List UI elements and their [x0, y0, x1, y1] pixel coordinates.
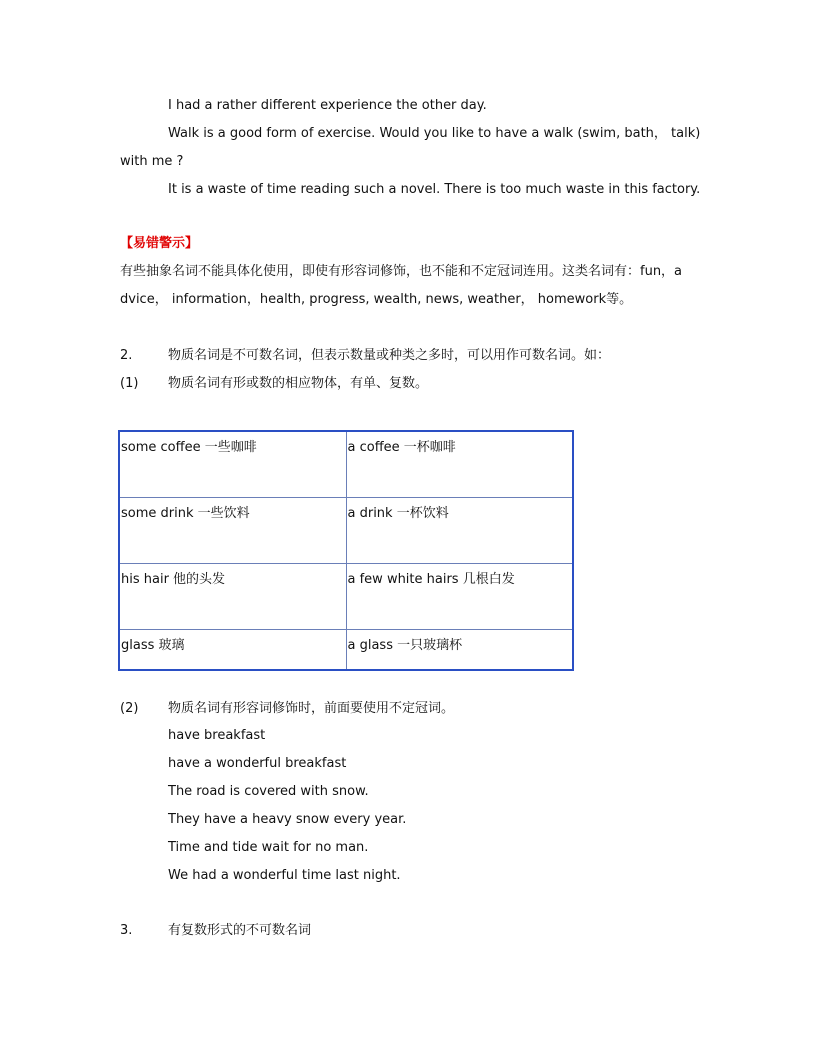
table-cell: his hair 他的头发 — [119, 564, 346, 630]
subsection-2-example: The road is covered with snow. — [168, 784, 369, 799]
warning-heading: 【易错警示】 — [120, 236, 199, 251]
subsection-2-example: They have a heavy snow every year. — [168, 812, 407, 827]
section-2-text: 物质名词是不可数名词，但表示数量或种类之多时，可以用作可数名词。如： — [168, 348, 611, 363]
warning-text-line-1: 有些抽象名词不能具体化使用，即使有形容词修饰，也不能和不定冠词连用。这类名词有：fun，a — [120, 264, 683, 279]
table-row — [119, 564, 573, 630]
subsection-2-example: We had a wonderful time last night. — [168, 868, 401, 883]
table-cell: a glass 一只玻璃杯 — [346, 630, 573, 671]
subsection-2-text: 物质名词有形容词修饰时，前面要使用不定冠词。 — [168, 701, 455, 716]
table-cell: glass 玻璃 — [119, 630, 346, 671]
subsection-2-example: have a wonderful breakfast — [168, 756, 347, 771]
section-3-text: 有复数形式的不可数名词 — [168, 923, 312, 938]
warning-text-line-2: dvice， information，health, progress, wealth, news, weather， homework等。 — [120, 292, 633, 307]
subsection-1-number: (1) — [120, 376, 139, 391]
example-sentence-1: I had a rather different experience the other day. — [168, 98, 487, 113]
section-3-number: 3. — [120, 923, 133, 938]
example-sentence-2: Walk is a good form of exercise. Would you like to have a walk (swim, bath， talk) — [168, 126, 701, 141]
table-cell: some coffee 一些咖啡 — [119, 431, 346, 498]
table-cell: a few white hairs 几根白发 — [346, 564, 573, 630]
subsection-2-number: (2) — [120, 701, 139, 716]
subsection-1-text: 物质名词有形或数的相应物体，有单、复数。 — [168, 376, 429, 391]
table-cell: some drink 一些饮料 — [119, 498, 346, 564]
table-row — [119, 498, 573, 564]
section-2-number: 2. — [120, 348, 133, 363]
noun-examples-table — [118, 430, 574, 671]
example-sentence-3: It is a waste of time reading such a novel. There is too much waste in this factory. — [168, 182, 701, 197]
table-cell: a coffee 一杯咖啡 — [346, 431, 573, 498]
table-row — [119, 431, 573, 498]
subsection-2-example: Time and tide wait for no man. — [168, 840, 369, 855]
table-row — [119, 630, 573, 671]
example-sentence-2-continued: with me ? — [120, 154, 184, 169]
subsection-2-example: have breakfast — [168, 728, 266, 743]
table-cell: a drink 一杯饮料 — [346, 498, 573, 564]
